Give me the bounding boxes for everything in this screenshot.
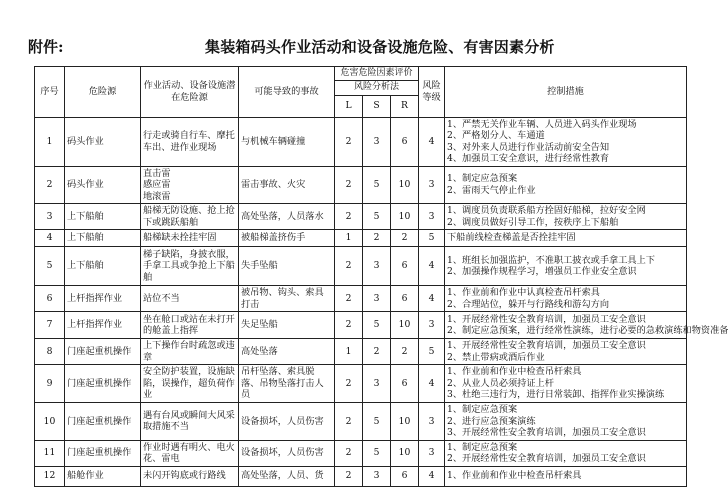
risk-level: 4	[419, 286, 445, 312]
col-header-S: S	[363, 95, 391, 117]
control-measures	[445, 166, 687, 204]
accident-cell: 高处坠落，人员、货	[239, 466, 335, 486]
R-value: 6	[391, 286, 419, 312]
accident-cell: 被船梯盖挤伤手	[239, 230, 335, 247]
L-value: 2	[335, 403, 363, 441]
L-value: 1	[335, 339, 363, 365]
activity-cell: 遇有台风或瞬间大风采取措施不当	[141, 403, 239, 441]
L-value: 2	[335, 247, 363, 286]
col-header-level: 风险等级	[419, 67, 445, 118]
table-row	[35, 230, 687, 247]
accident-cell: 失手坠船	[239, 247, 335, 286]
control-measures	[445, 117, 687, 166]
activity-cell: 上下操作台时疏忽或违章	[141, 339, 239, 365]
L-value: 2	[335, 204, 363, 230]
table-row	[35, 117, 687, 166]
measure-line: 2、禁止带病或酒后作业	[447, 351, 545, 363]
row-number: 10	[35, 403, 65, 441]
control-measures	[445, 286, 687, 312]
document-header	[0, 34, 700, 60]
S-value: 2	[363, 339, 391, 365]
risk-level: 5	[419, 230, 445, 247]
S-value: 2	[363, 230, 391, 247]
activity-cell: 行走或骑自行车、摩托车出、进作业现场	[141, 117, 239, 166]
hazard-source: 上下船舶	[65, 204, 141, 230]
col-header-evaluation: 危害危险因素评价	[335, 67, 419, 81]
accident-cell: 设备损坏，人员伤害	[239, 440, 335, 466]
table-row	[35, 166, 687, 204]
hazard-source: 上下船舶	[65, 247, 141, 286]
col-header-no: 序号	[35, 67, 65, 118]
L-value: 1	[335, 230, 363, 247]
table-row	[35, 440, 687, 466]
measure-line: 1、严禁无关作业车辆、人员进入码头作业现场	[447, 118, 637, 130]
S-value: 5	[363, 403, 391, 441]
S-value: 5	[363, 440, 391, 466]
measure-line: 2、调度员做好引导工作，按秩序上下船舶	[447, 216, 619, 228]
measure-line: 2、合理站位，躲开与行路线和游勾方向	[447, 298, 610, 310]
activity-cell: 坐在舱口或站在未打开的舱盖上指挥	[141, 312, 239, 339]
measure-line: 1、作业前和作业中检查吊杆索具	[447, 470, 582, 482]
measure-line: 2、开展经常性安全教育培训，加强员工安全意识	[447, 453, 646, 464]
control-measures	[445, 230, 687, 247]
row-number: 11	[35, 440, 65, 466]
hazard-source: 门座起重机操作	[65, 440, 141, 466]
S-value: 3	[363, 286, 391, 312]
accident-cell: 高处坠落，人员落水	[239, 204, 335, 230]
control-measures	[445, 403, 687, 441]
measure-line: 1、作业前和作业中认真检查吊杆索具	[447, 287, 600, 298]
row-number: 1	[35, 117, 65, 166]
row-number: 8	[35, 339, 65, 365]
risk-level: 3	[419, 166, 445, 204]
measure-line: 3、对外来人员进行作业活动前安全告知	[447, 141, 610, 153]
document-title: 集装箱码头作业活动和设备设施危险、有害因素分析	[205, 38, 555, 56]
S-value: 3	[363, 365, 391, 403]
row-number: 6	[35, 286, 65, 312]
measure-line: 4、加强员工安全意识，进行经常性教育	[447, 153, 610, 164]
R-value: 10	[391, 166, 419, 204]
measure-line: 2、严格划分人、车通道	[447, 130, 545, 141]
measure-line: 3、开展经常性安全教育培训，加强员工安全意识	[447, 427, 646, 438]
col-header-control: 控制措施	[445, 67, 687, 118]
S-value: 3	[363, 117, 391, 166]
hazard-source: 码头作业	[65, 166, 141, 204]
control-measures	[445, 440, 687, 466]
risk-level: 4	[419, 247, 445, 286]
R-value: 6	[391, 365, 419, 403]
risk-level: 3	[419, 440, 445, 466]
activity-cell: 未闪开钩底或行路线	[141, 466, 239, 486]
S-value: 5	[363, 166, 391, 204]
table-row	[35, 286, 687, 312]
row-number: 4	[35, 230, 65, 247]
measure-line: 下船前线检查梯盖是否拴挂牢固	[447, 232, 576, 244]
table-row	[35, 204, 687, 230]
L-value: 2	[335, 166, 363, 204]
risk-level: 4	[419, 365, 445, 403]
control-measures	[445, 466, 687, 486]
L-value: 2	[335, 365, 363, 403]
R-value: 2	[391, 230, 419, 247]
hazard-source: 上杆指挥作业	[65, 286, 141, 312]
table-row	[35, 247, 687, 286]
L-value: 2	[335, 440, 363, 466]
measure-line: 1、制定应急预案	[447, 441, 518, 453]
annex-label: 附件:	[28, 38, 64, 56]
hazard-source: 门座起重机操作	[65, 365, 141, 403]
activity-cell: 船梯缺未拴挂牢固	[141, 230, 239, 247]
risk-level: 5	[419, 339, 445, 365]
control-measures	[445, 204, 687, 230]
R-value: 6	[391, 117, 419, 166]
hazard-analysis-table	[34, 66, 728, 487]
hazard-source: 门座起重机操作	[65, 339, 141, 365]
control-measures	[445, 339, 687, 365]
table-row	[35, 312, 687, 339]
S-value: 5	[363, 312, 391, 339]
table-row	[35, 339, 687, 365]
hazard-source: 门座起重机操作	[65, 403, 141, 441]
R-value: 10	[391, 312, 419, 339]
col-header-method: 风险分析法	[335, 81, 419, 95]
col-header-accident: 可能导致的事故	[239, 67, 335, 118]
row-number: 12	[35, 466, 65, 486]
measure-line: 1、作业前和作业中检查吊杆索具	[447, 366, 582, 378]
hazard-source: 码头作业	[65, 117, 141, 166]
accident-cell: 与机械车辆碰撞	[239, 117, 335, 166]
measure-line: 2、雷雨天气停止作业	[447, 184, 536, 196]
col-header-L: L	[335, 95, 363, 117]
control-measures	[445, 365, 687, 403]
S-value: 3	[363, 466, 391, 486]
measure-line: 1、制定应急预案	[447, 404, 518, 415]
measure-line: 1、开展经常性安全教育培训，加强员工安全意识	[447, 313, 646, 325]
row-number: 3	[35, 204, 65, 230]
hazard-source: 船舱作业	[65, 466, 141, 486]
accident-cell: 设备损坏，人员伤害	[239, 403, 335, 441]
measure-line: 1、班组长加强监护，不准职工披衣或手拿工具上下	[447, 254, 655, 266]
col-header-R: R	[391, 95, 419, 117]
activity-cell: 安全防护装置，设施缺陷，误操作，超负荷作业	[141, 365, 239, 403]
accident-cell: 被吊物、钩头、索具打击	[239, 286, 335, 312]
S-value: 3	[363, 247, 391, 286]
risk-level: 3	[419, 312, 445, 339]
table-body	[35, 117, 728, 486]
control-measures	[445, 312, 728, 339]
R-value: 10	[391, 440, 419, 466]
measure-line: 3、杜绝三违行为，进行日常装卸、指挥作业实操演练	[447, 389, 665, 401]
activity-cell: 船梯无防设施、抢上抢下或跳跃船舶	[141, 204, 239, 230]
activity-cell: 梯子缺陷，身披衣服，手拿工具或争抢上下船舶	[141, 247, 239, 286]
row-number: 5	[35, 247, 65, 286]
row-number: 2	[35, 166, 65, 204]
L-value: 2	[335, 466, 363, 486]
table-row	[35, 403, 687, 441]
R-value: 6	[391, 247, 419, 286]
measure-line: 1、调度员负责联系船方拴固好船梯，拉好安全网	[447, 205, 646, 216]
col-header-activity: 作业活动、设备设施潜在危险源	[141, 67, 239, 118]
measure-line: 2、制定应急预案，进行经常性演练，进行必要的急救演练和物资准备	[447, 325, 728, 336]
risk-level: 3	[419, 403, 445, 441]
measure-line: 2、加强操作规程学习，增强员工作业安全意识	[447, 266, 637, 277]
accident-cell: 吊杆坠落、索具脱落、吊物坠落打击人员	[239, 365, 335, 403]
measure-line: 1、开展经常性安全教育培训，加强员工安全意识	[447, 340, 646, 351]
activity-cell: 作业时遇有明火、电火花、雷电	[141, 440, 239, 466]
col-header-hazard: 危险源	[65, 67, 141, 118]
L-value: 2	[335, 312, 363, 339]
activity-cell: 直击雷 感应雷 地滚雷	[141, 166, 239, 204]
accident-cell: 失足坠船	[239, 312, 335, 339]
table-row	[35, 365, 687, 403]
measure-line: 2、从业人员必须持证上杆	[447, 377, 554, 389]
control-measures	[445, 247, 687, 286]
row-number: 7	[35, 312, 65, 339]
R-value: 6	[391, 466, 419, 486]
accident-cell: 高处坠落	[239, 339, 335, 365]
S-value: 5	[363, 204, 391, 230]
L-value: 2	[335, 286, 363, 312]
R-value: 10	[391, 403, 419, 441]
R-value: 10	[391, 204, 419, 230]
risk-level: 4	[419, 466, 445, 486]
hazard-source: 上杆指挥作业	[65, 312, 141, 339]
measure-line: 1、制定应急预案	[447, 173, 518, 185]
row-number: 9	[35, 365, 65, 403]
activity-cell: 站位不当	[141, 286, 239, 312]
risk-level: 4	[419, 117, 445, 166]
R-value: 2	[391, 339, 419, 365]
accident-cell: 雷击事故、火灾	[239, 166, 335, 204]
L-value: 2	[335, 117, 363, 166]
hazard-source: 上下船舶	[65, 230, 141, 247]
table-row	[35, 466, 687, 486]
measure-line: 2、进行应急预案演练	[447, 415, 536, 427]
risk-level: 3	[419, 204, 445, 230]
